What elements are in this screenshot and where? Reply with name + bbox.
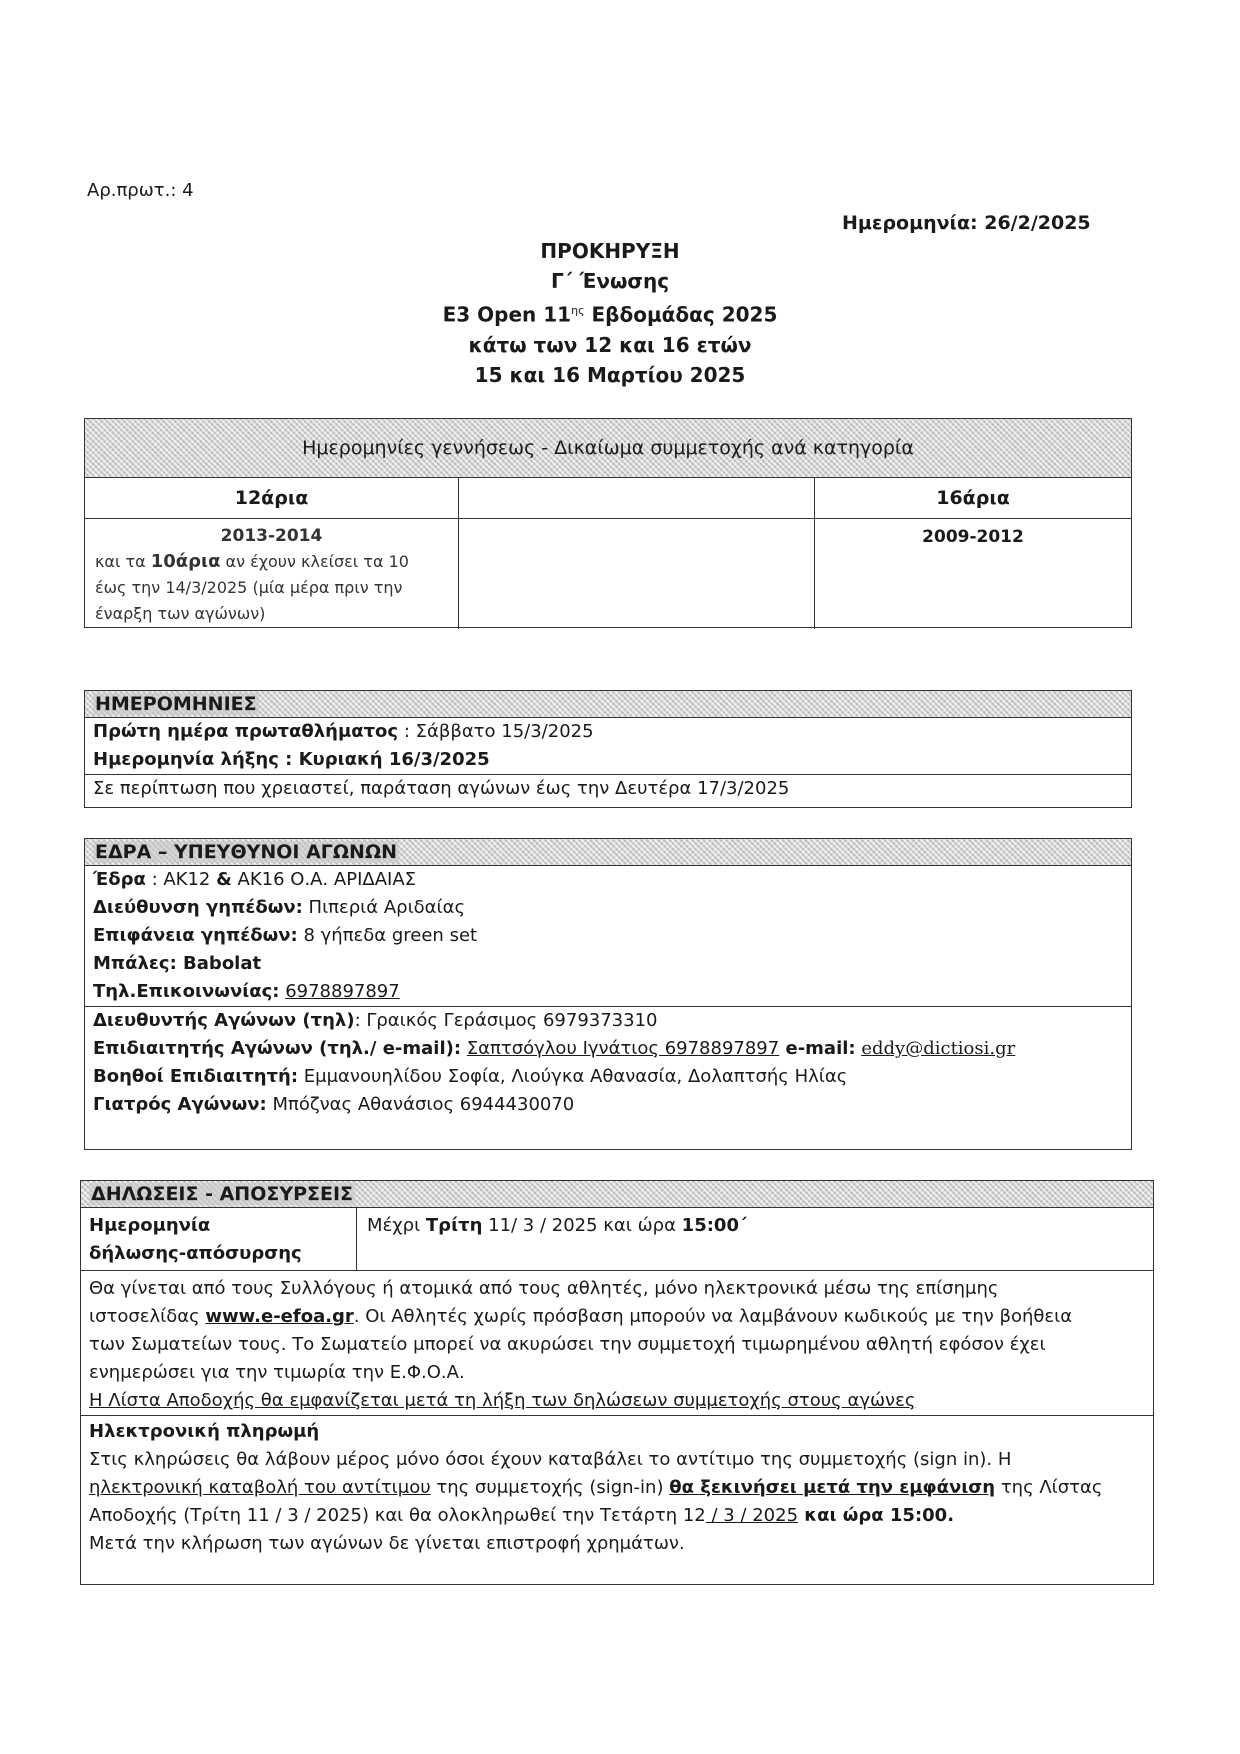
col-empty-header [459,478,815,518]
document-title [380,236,840,390]
pay-line-1: Στις κληρώσεις θα λάβουν μέρος μόνο όσοι έχουν καταβάλει το αντίτιμο της συμμετοχής (sign in). Η [89,1449,1012,1470]
registration-heading-text: ΔΗΛΩΣΕΙΣ - ΑΠΟΣΥΡΣΕΙΣ [91,1183,354,1205]
payment-paragraph [81,1416,1153,1558]
reg-line-3: των Σωματείων τους. Το Σωματείο μπορεί να ακυρώσει την συμμετοχή τιμωρημένου αθλητή εφόσον έχει [89,1334,1046,1355]
pay-line-2-bu: θα ξεκινήσει μετά την εμφάνιση [669,1477,996,1498]
end-date-line: Ημερομηνία λήξης : Κυριακή 16/3/2025 [93,749,490,770]
doctor-label: Γιατρός Αγώνων: [93,1094,267,1115]
eligibility-values-row [85,519,1131,629]
deadline-label-2: δήλωσης-απόσυρσης [89,1243,302,1264]
title-line-3-b: Εβδομάδας 2025 [584,302,778,327]
referee-email-label: e-mail: [779,1038,856,1059]
dates-heading [85,691,1131,718]
eligibility-header-row [85,478,1131,519]
seat-amp: & [216,869,232,890]
pay-line-2-mid: της συμμετοχής (sign-in) [430,1477,670,1498]
first-day-label: Πρώτη ημέρα πρωταθλήματος [93,721,399,742]
address-line [85,894,1131,922]
col-12-header: 12άρια [85,478,459,518]
pay-line-4: Μετά την κλήρωση των αγώνων δε γίνεται επιστροφή χρημάτων. [89,1533,685,1554]
doctor-line [85,1091,1131,1119]
referee-label: Επιδιαιτητής Αγώνων (τηλ./ e-mail): [93,1038,462,1059]
pay-line-3-u: / 3 / 2025 [705,1505,799,1526]
pay-line-3 [89,1502,1145,1530]
title-line-2: Γ΄ Ένωσης [550,269,670,293]
registration-section [80,1180,1154,1585]
deadline-a: Μέχρι [367,1215,426,1236]
seat-value-a: : ΑΚ12 [145,869,217,890]
registration-heading [81,1181,1153,1208]
note-rest-1: αν έχουν κλείσει τα 10 [220,552,409,571]
dates-heading-text: ΗΜΕΡΟΜΗΝΙΕΣ [95,693,257,715]
seat-label: Έδρα [93,869,146,890]
deadline-d: 15:00΄ [681,1215,747,1236]
surface-value: 8 γήπεδα green set [297,925,478,946]
protocol-number: Αρ.πρωτ.: 4 [87,180,194,201]
title-line-1: ΠΡΟΚΗΡΥΞΗ [540,239,680,263]
reg-line-5: Η Λίστα Αποδοχής θα εμφανίζεται μετά τη λήξη των δηλώσεων συμμετοχής στους αγώνες [89,1390,916,1411]
venue-heading [85,839,1131,866]
col-empty-cell [459,519,815,629]
col-12-cell [85,519,459,629]
extension-line: Σε περίπτωση που χρειαστεί, παράταση αγώνων έως την Δευτέρα 17/3/2025 [85,774,1131,803]
deadline-label-1: Ημερομηνία [89,1215,211,1236]
pay-line-3-b: και ώρα 15:00. [798,1505,955,1526]
deadline-row [81,1208,1153,1271]
reg-line-4: ενημερώσει για την τιμωρία την Ε.Φ.Ο.Α. [89,1362,465,1383]
phone-value[interactable]: 6978897897 [285,981,400,1002]
col-12-years: 2013-2014 [220,526,323,546]
reg-line-2a: ιστοσελίδας [89,1306,206,1327]
reg-line-2 [89,1303,1145,1331]
title-line-5: 15 και 16 Μαρτίου 2025 [474,362,746,387]
first-day-line [85,718,1131,746]
venue-heading-text: ΕΔΡΑ – ΥΠΕΥΘΥΝΟΙ ΑΓΩΝΩΝ [95,841,398,863]
director-value: : Γραικός Γεράσιμος 6979373310 [354,1010,658,1031]
title-line-3-a: Ε3 Open 11 [442,302,572,327]
pay-line-2-u: ηλεκτρονική καταβολή του αντίτιμου [89,1477,431,1498]
col-16-header: 16άρια [936,487,1010,509]
note-bold: 10άρια [150,551,221,572]
balls-line: Μπάλες: Babolat [93,953,262,974]
registration-paragraph [81,1271,1153,1416]
assistants-label: Βοηθοί Επιδιαιτητή: [93,1066,299,1087]
col-12-note-1 [95,549,448,575]
eligibility-heading: Ημερομηνίες γεννήσεως - Δικαίωμα συμμετοχής ανά κατηγορία [85,419,1131,478]
director-line [85,1007,1131,1035]
seat-value-b: ΑΚ16 Ο.Α. ΑΡΙΔΑΙΑΣ [231,869,417,890]
phone-line [85,978,1131,1007]
assistants-value: Εμμανουηλίδου Σοφία, Λιούγκα Αθανασία, Δολαπτσής Ηλίας [298,1066,848,1087]
referee-email-link[interactable]: eddy@dictiosi.gr [861,1038,1016,1059]
director-label: Διευθυντής Αγώνων (τηλ) [93,1010,355,1031]
eligibility-table [84,418,1132,628]
assistants-line [85,1063,1131,1091]
deadline-value-cell [357,1208,757,1270]
note-prefix: και τα [95,552,151,571]
pay-line-3-a: Αποδοχής (Τρίτη 11 / 3 / 2025) και θα ολοκληρωθεί την Τετάρτη 12 [89,1505,706,1526]
payment-heading: Ηλεκτρονική πληρωμή [89,1421,320,1442]
reg-line-2b: . Οι Αθλητές χωρίς πρόσβαση μπορούν να λαμβάνουν κωδικούς με την βοήθεια [353,1306,1073,1327]
document-date: Ημερομηνία: 26/2/2025 [842,212,1091,234]
address-value: Πιπεριά Αριδαίας [302,897,466,918]
col-12-note-2: έως την 14/3/2025 (μία μέρα πριν την [95,578,403,597]
seat-line [85,866,1131,894]
deadline-b: Τρίτη [425,1215,483,1236]
pay-line-2-end: της Λίστας [995,1477,1103,1498]
reg-line-1: Θα γίνεται από τους Συλλόγους ή ατομικά από τους αθλητές, μόνο ηλεκτρονικά μέσω της επίσημης [89,1278,999,1299]
referee-line [85,1035,1131,1063]
pay-line-2 [89,1474,1145,1502]
phone-label: Τηλ.Επικοινωνίας: [93,981,280,1002]
col-12-note-3: έναρξη των αγώνων) [95,604,266,623]
title-line-4: κάτω των 12 και 16 ετών [468,332,752,357]
col-16-years: 2009-2012 [922,527,1024,547]
surface-label: Επιφάνεια γηπέδων: [93,925,298,946]
referee-value[interactable]: Σαπτσόγλου Ιγνάτιος 6978897897 [466,1038,780,1059]
title-line-3-sup: ης [571,304,585,317]
surface-line [85,922,1131,950]
deadline-c: 11/ 3 / 2025 και ώρα [482,1215,682,1236]
efoa-link[interactable]: www.e-efoa.gr [205,1306,354,1327]
deadline-label-cell [81,1208,357,1270]
doctor-value: Μπόζνας Αθανάσιος 6944430070 [266,1094,575,1115]
address-label: Διεύθυνση γηπέδων: [93,897,303,918]
title-line-3 [380,296,840,330]
venue-section [84,838,1132,1150]
first-day-value: : Σάββατο 15/3/2025 [398,721,594,742]
dates-section [84,690,1132,808]
